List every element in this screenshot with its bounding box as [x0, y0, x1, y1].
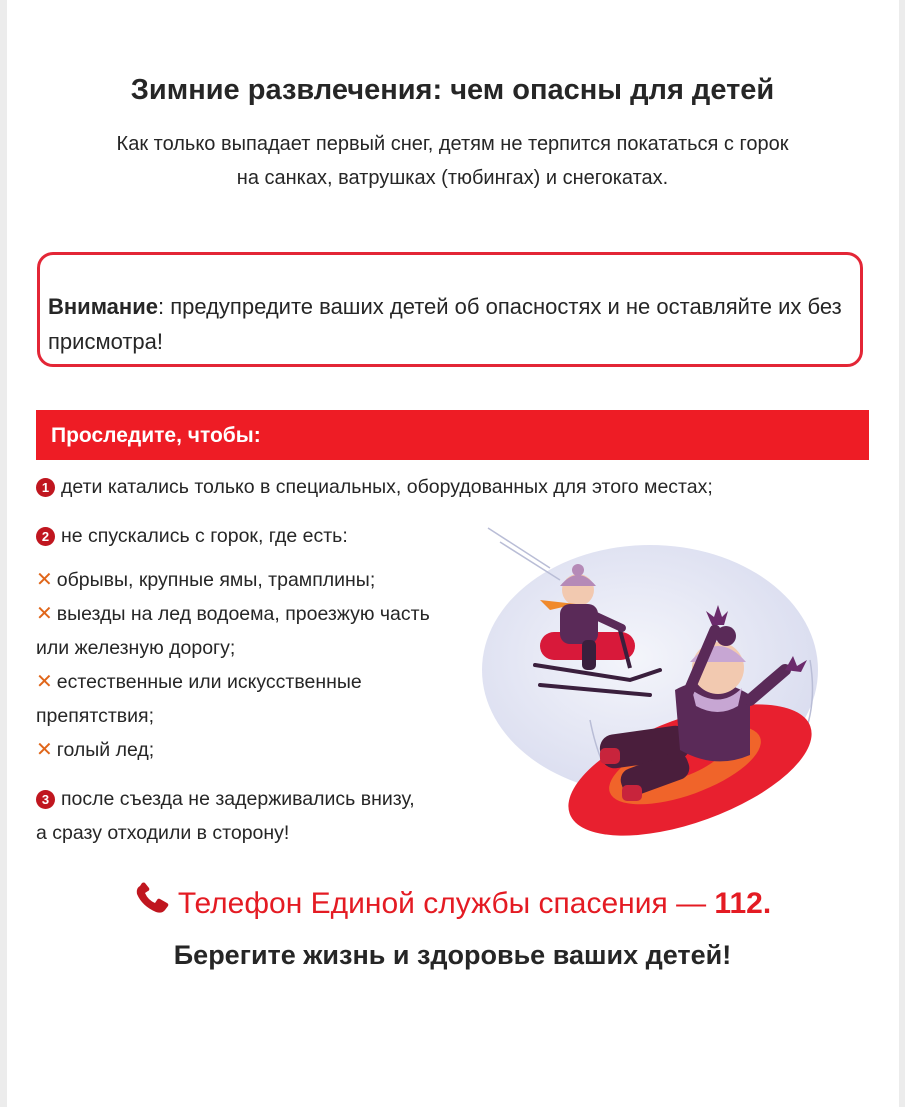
list-item-text: после съезда не задерживались внизу, а сразу отходили в сторону!: [36, 788, 415, 844]
intro-text: [60, 127, 845, 195]
page-title: Зимние развлечения: чем опасны для детей: [130, 74, 775, 106]
attention-text: : предупредите ваших детей об опасностях и не оставляйте их без присмотра!: [48, 294, 842, 354]
section-banner: Проследите, чтобы:: [36, 410, 869, 460]
phone-text: Телефон Единой службы спасения —: [177, 887, 715, 920]
list-item: [36, 523, 348, 549]
list-item: [36, 474, 866, 500]
hazard-item: [36, 597, 436, 665]
attention-box: [37, 252, 863, 367]
hazard-list: [36, 563, 436, 767]
intro-line-1: Как только выпадает первый снег, детям не терпится покататься с горок: [116, 133, 789, 155]
cross-icon: ✕: [36, 739, 53, 761]
hazard-text: голый лед;: [56, 739, 155, 761]
phone-handset-icon: [134, 882, 174, 916]
list-item-text: дети катались только в специальных, оборудованных для этого местах;: [61, 476, 713, 498]
phone-number: 112.: [714, 887, 772, 920]
closing-text: Берегите жизнь и здоровье ваших детей!: [173, 940, 732, 970]
hazard-text: обрывы, крупные ямы, трамплины;: [56, 569, 376, 591]
cross-icon: ✕: [36, 569, 53, 591]
hazard-text: естественные или искусственные препятствия;: [36, 671, 362, 727]
cross-icon: ✕: [36, 603, 53, 625]
attention-label: Внимание: [48, 294, 158, 319]
number-marker: 3: [36, 790, 55, 809]
cross-icon: ✕: [36, 671, 53, 693]
hazard-text: выезды на лед водоема, проезжую часть или железную дорогу;: [36, 603, 430, 659]
intro-line-2: на санках, ватрушках (тюбингах) и снегокатах.: [236, 167, 669, 189]
list-item: [36, 782, 416, 850]
list-item-text: не спускались с горок, где есть:: [61, 525, 348, 547]
children-sledding-illustration: [480, 520, 840, 850]
number-marker: 1: [36, 478, 55, 497]
hazard-item: [36, 665, 436, 733]
hazard-item: [36, 733, 436, 767]
hazard-item: [36, 563, 436, 597]
number-marker: 2: [36, 527, 55, 546]
rescue-phone-line: [0, 882, 905, 921]
